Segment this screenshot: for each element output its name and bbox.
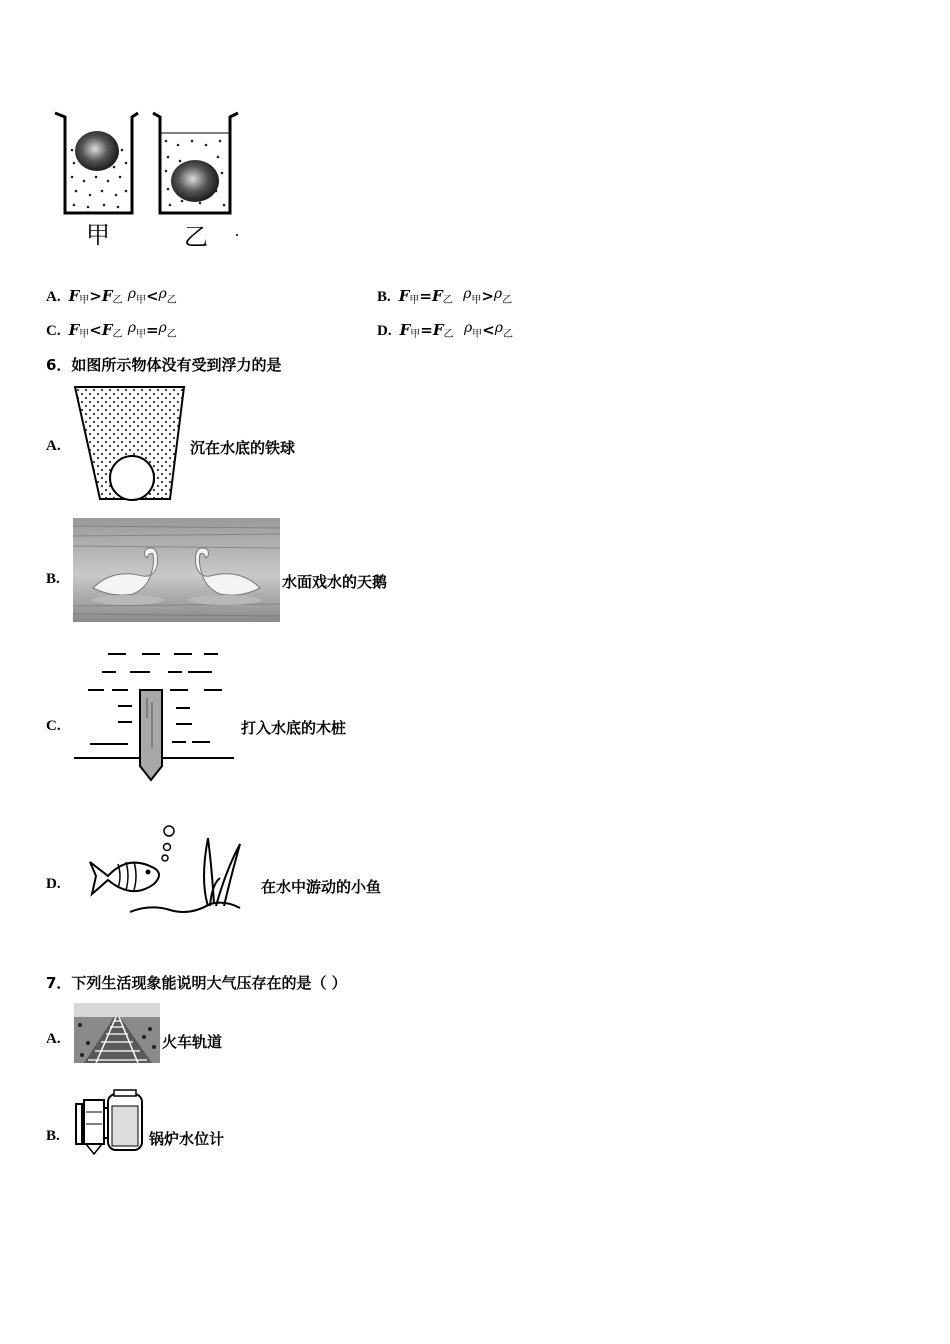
sunken-iron-ball-figure (72, 384, 187, 502)
q5-option-d[interactable]: D. $F_甲=F_乙$ $\rho_甲<\rho_乙$ (377, 320, 513, 340)
q6-option-d-caption: 在水中游动的小鱼 (261, 878, 382, 896)
q6-option-b-caption: 水面戏水的天鹅 (282, 573, 388, 591)
q7-stem: 7．下列生活现象能说明大气压存在的是（ ） (46, 974, 347, 992)
railway-track-photo (74, 1003, 160, 1063)
q6-option-b-letter[interactable]: B. (46, 571, 60, 587)
beakers-figure (50, 105, 250, 255)
q6-option-a-caption: 沉在水底的铁球 (190, 439, 296, 457)
q6-stem: 6．如图所示物体没有受到浮力的是 (46, 356, 282, 374)
q6-option-c-caption: 打入水底的木桩 (241, 719, 347, 737)
q5-option-b[interactable]: B. $F_甲=F_乙$ $\rho_甲>\rho_乙$ (377, 286, 513, 306)
swans-photo (73, 518, 280, 622)
q7-option-b-letter[interactable]: B. (46, 1128, 60, 1144)
q7-option-a-caption: 火车轨道 (162, 1033, 223, 1051)
q5-option-a[interactable]: A. $F_甲>F_乙$ $\rho_甲<\rho_乙$ (46, 286, 177, 306)
q7-option-a-letter[interactable]: A. (46, 1031, 61, 1047)
q7-option-b-caption: 锅炉水位计 (149, 1130, 225, 1148)
figure-label-yi: 乙 (184, 223, 208, 251)
fish-figure (80, 820, 250, 918)
q5-option-c[interactable]: C. $F_甲<F_乙$ $\rho_甲=\rho_乙$ (46, 320, 177, 340)
q6-option-c-letter[interactable]: C. (46, 718, 61, 734)
figure-label-jia: 甲 (86, 221, 110, 249)
wooden-pile-figure (72, 648, 237, 783)
q6-option-a-letter[interactable]: A. (46, 438, 61, 454)
boiler-gauge-figure (72, 1088, 148, 1158)
q6-option-d-letter[interactable]: D. (46, 876, 61, 892)
